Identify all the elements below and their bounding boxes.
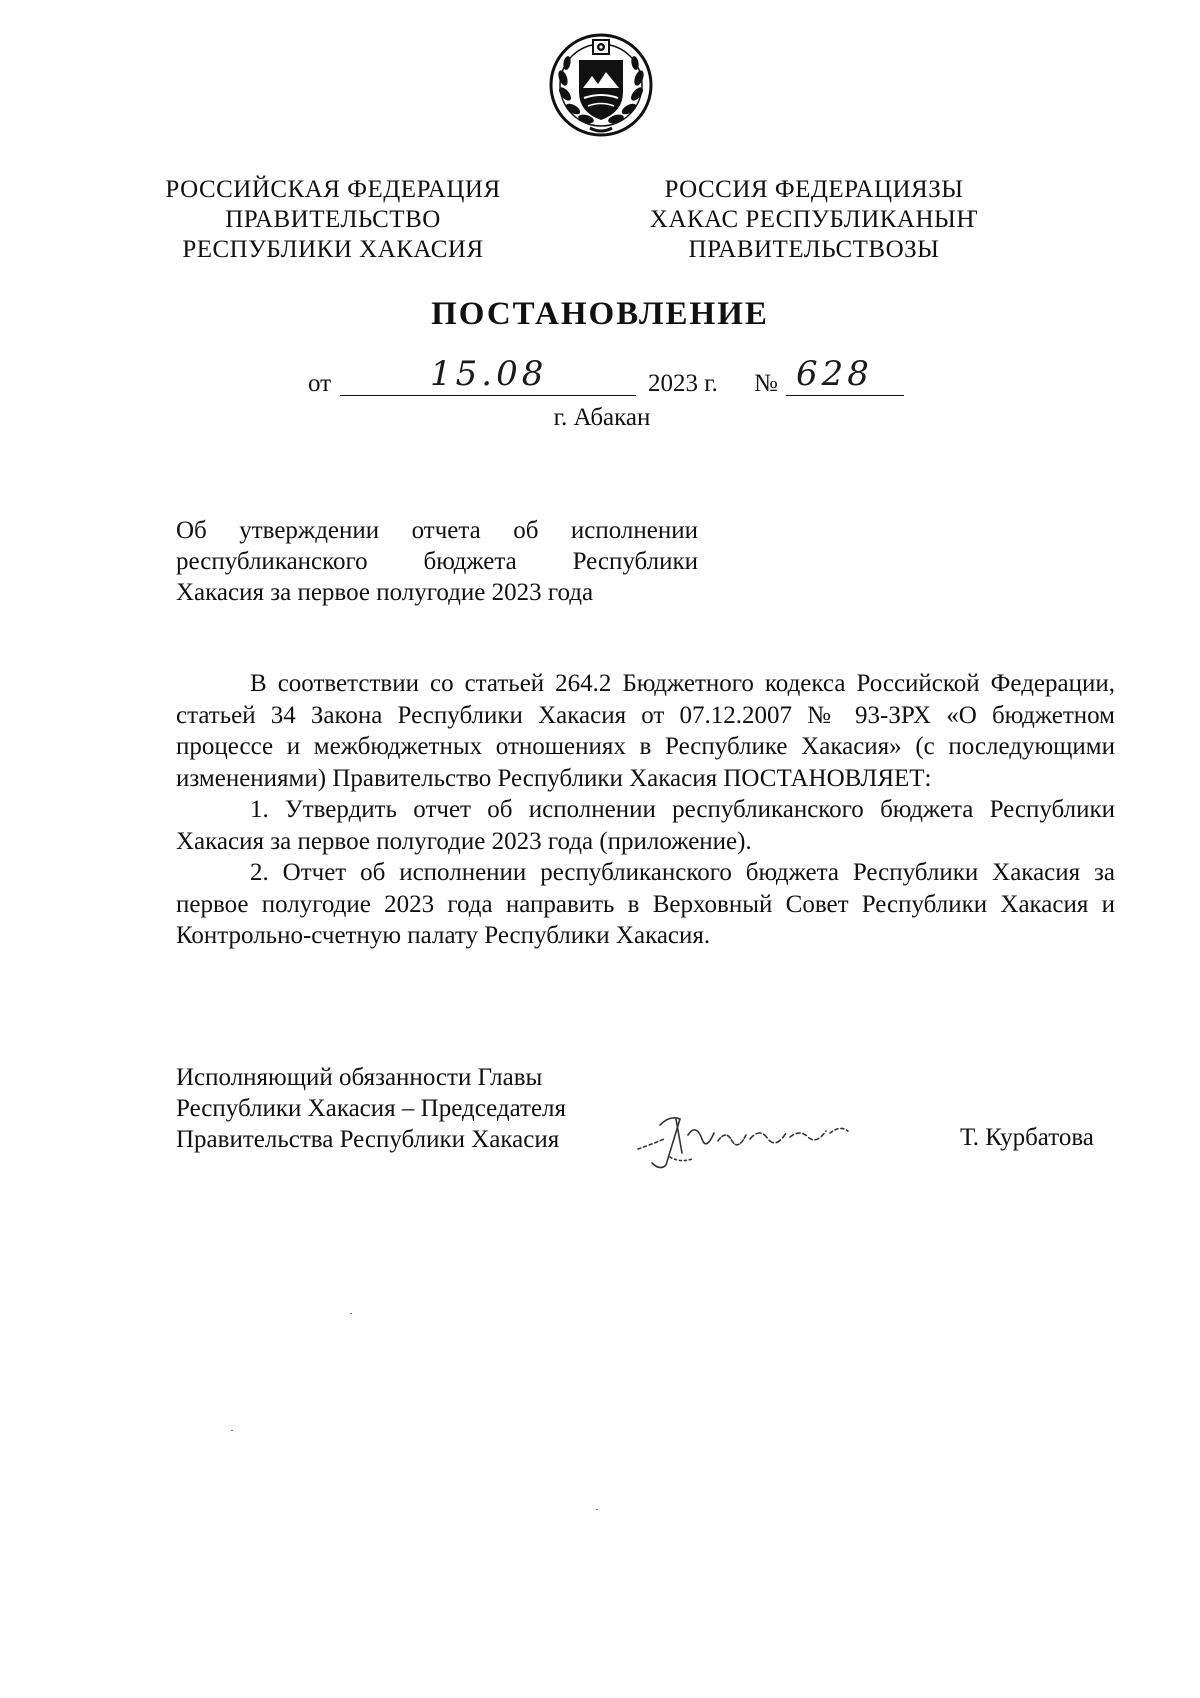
preamble-paragraph: В соответствии со статьей 264.2 Бюджетного кодекса Российской Федерации, статьей 34 Закона Республики Хакасия от 07.12.2007 № 93-ЗРХ «О бюджетном процессе и межбюджетных отношениях в Республике Хакасия» (с последующими изменениями) Правительство Республики Хакасия ПОСТАНОВЛЯЕТ: (176, 670, 1115, 792)
header-right-line: РОССИЯ ФЕДЕРАЦИЯЗЫ (664, 176, 964, 203)
resolution-item: 1. Утвердить отчет об исполнении республиканского бюджета Республики Хакасия за первое полугодие 2023 года (приложение). (176, 796, 1115, 855)
signatory-position-line: Республики Хакасия – Председателя (176, 1095, 567, 1122)
subject-line: Хакасия за первое полугодие 2023 года (176, 579, 594, 606)
subject-line: Об утверждении отчета об исполнении (176, 517, 698, 544)
khakassia-coat-of-arms-icon (546, 30, 656, 140)
header-left-line: РЕСПУБЛИКИ ХАКАСИЯ (182, 236, 484, 263)
subject-line: республиканского бюджета Республики (176, 548, 698, 575)
header-right-block (614, 175, 1014, 265)
date-underline (340, 395, 636, 396)
resolution-item: 2. Отчет об исполнении республиканского бюджета Республики Хакасия за первое полугодие 2023 года направить в Верховный Совет Республики Хакасия и Контрольно-счетную палату Республики Хакасия. (176, 859, 1115, 949)
header-right-line: ХАКАС РЕСПУБЛИКАНЫҤ (649, 206, 979, 233)
scan-speck (350, 1313, 352, 1314)
year-label: 2023 г. (648, 370, 718, 397)
handwritten-signature-icon (630, 1105, 890, 1175)
document-title: ПОСТАНОВЛЕНИЕ (431, 296, 769, 332)
document-body (176, 668, 1115, 952)
scan-speck (231, 1430, 233, 1431)
header-left-line: ПРАВИТЕЛЬСТВО (225, 206, 441, 233)
scan-speck (596, 1509, 598, 1510)
header-left-line: РОССИЙСКАЯ ФЕДЕРАЦИЯ (165, 176, 501, 203)
header-left-block (133, 175, 533, 265)
number-sign: № (754, 370, 778, 397)
handwritten-number: 628 (796, 354, 873, 394)
date-number-line (308, 354, 928, 404)
signatory-position-line: Исполняющий обязанности Главы (176, 1064, 543, 1091)
document-subject (176, 515, 698, 608)
signatory-position-line: Правительства Республики Хакасия (176, 1126, 560, 1153)
number-underline (786, 395, 904, 396)
signatory-name: Т. Курбатова (960, 1124, 1094, 1151)
date-prefix: от (308, 370, 332, 397)
handwritten-date: 15.08 (430, 354, 548, 394)
city-label: г. Абакан (553, 404, 651, 431)
signatory-position (176, 1062, 616, 1155)
header-right-line: ПРАВИТЕЛЬСТВОЗЫ (688, 236, 940, 263)
